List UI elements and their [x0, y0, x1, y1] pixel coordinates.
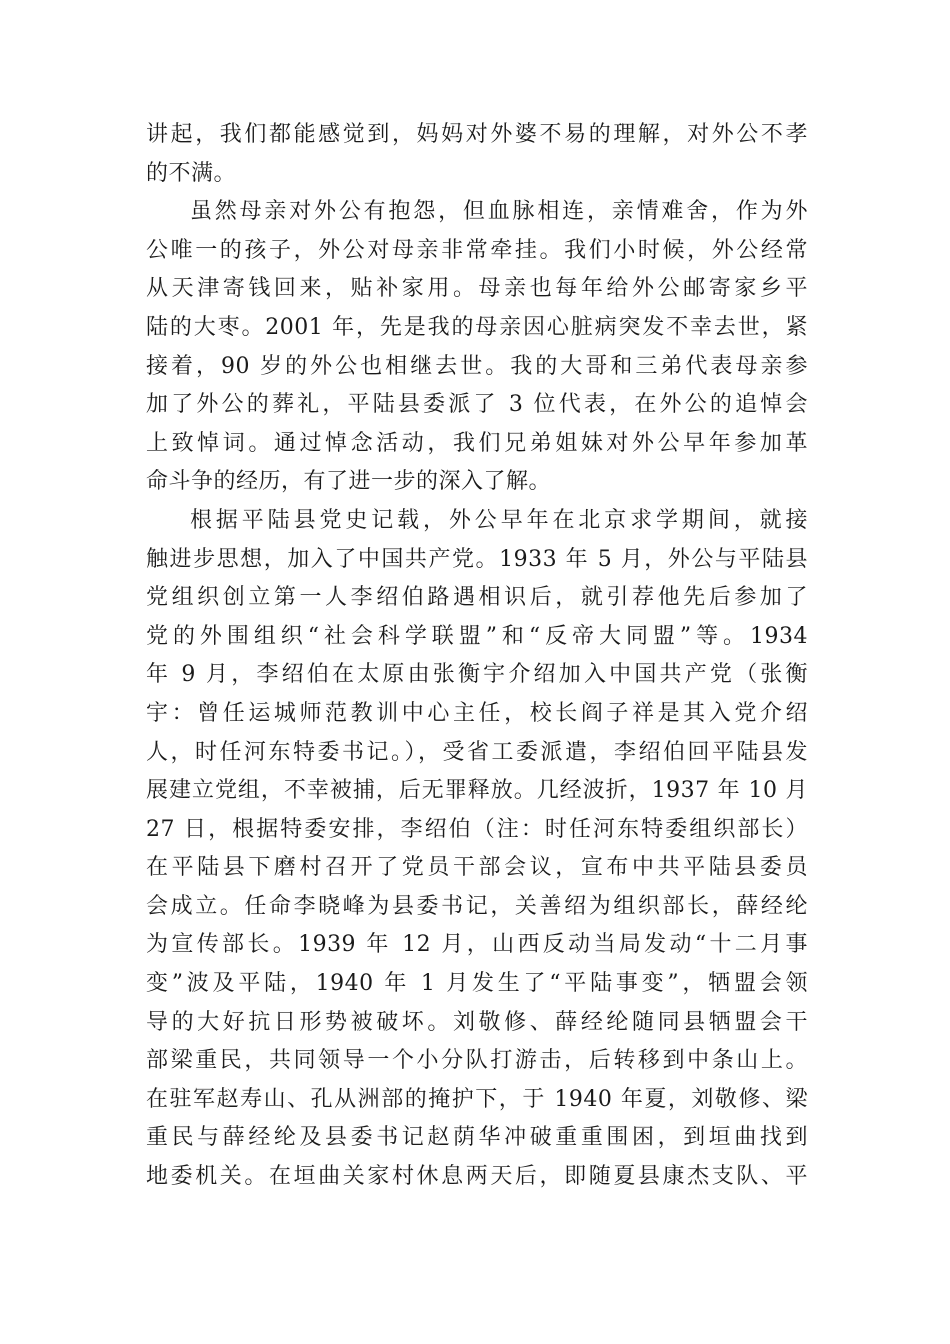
text-line: 年 9 月，李绍伯在太原由张衡宇介绍加入中国共产党（张衡: [146, 662, 808, 688]
text-line: 宇：曾任运城师范教训中心主任，校长阎子祥是其入党介绍: [146, 700, 808, 726]
text-line: 陆的大枣。2001 年，先是我的母亲因心脏病突发不幸去世，紧: [146, 314, 808, 340]
text-line: 在平陆县下磨村召开了党员干部会议，宣布中共平陆县委员: [146, 855, 808, 881]
text-line: 虽然母亲对外公有抱怨，但血脉相连，亲情难舍，作为外: [190, 199, 808, 225]
text-line: 接着，90 岁的外公也相继去世。我的大哥和三弟代表母亲参: [146, 353, 808, 379]
text-line: 命斗争的经历，有了进一步的深入了解。: [146, 469, 552, 495]
text-line: 为宣传部长。1939 年 12 月，山西反动当局发动“十二月事: [146, 932, 808, 958]
text-line: 在驻军赵寿山、孔从洲部的掩护下，于 1940 年夏，刘敬修、梁: [146, 1086, 808, 1112]
text-line: 党组织创立第一人李绍伯路遇相识后，就引荐他先后参加了: [146, 585, 808, 611]
body-text: [146, 116, 808, 1197]
text-line: 变”波及平陆，1940 年 1 月发生了“平陆事变”，牺盟会领: [146, 971, 808, 997]
text-line: 重民与薛经纶及县委书记赵荫华冲破重重围困，到垣曲找到: [146, 1125, 808, 1151]
text-line: 部梁重民，共同领导一个小分队打游击，后转移到中条山上。: [146, 1048, 808, 1074]
text-line: 导的大好抗日形势被破坏。刘敬修、薛经纶随同县牺盟会干: [146, 1009, 808, 1035]
text-line: 人，时任河东特委书记。），受省工委派遣，李绍伯回平陆县发: [146, 739, 808, 765]
text-line: 根据平陆县党史记载，外公早年在北京求学期间，就接: [190, 507, 808, 533]
text-line: 会成立。任命李晓峰为县委书记，关善绍为组织部长，薛经纶: [146, 893, 808, 919]
text-line: 从天津寄钱回来，贴补家用。母亲也每年给外公邮寄家乡平: [146, 276, 808, 302]
text-line: 展建立党组，不幸被捕，后无罪释放。几经波折，1937 年 10 月: [146, 778, 808, 804]
text-line: 地委机关。在垣曲关家村休息两天后，即随夏县康杰支队、平: [146, 1164, 808, 1190]
text-line: 的不满。: [146, 160, 237, 186]
text-line: 讲起，我们都能感觉到，妈妈对外婆不易的理解，对外公不孝: [146, 122, 808, 147]
text-line: 公唯一的孩子，外公对母亲非常牵挂。我们小时候，外公经常: [146, 237, 808, 263]
text-line: 触进步思想，加入了中国共产党。1933 年 5 月，外公与平陆县: [146, 546, 808, 572]
text-line: 加了外公的葬礼，平陆县委派了 3 位代表，在外公的追悼会: [146, 392, 808, 418]
text-line: 上致悼词。通过悼念活动，我们兄弟姐妹对外公早年参加革: [146, 430, 808, 456]
text-line: 27 日，根据特委安排，李绍伯（注：时任河东特委组织部长）: [146, 816, 808, 842]
text-line: 党的外围组织“社会科学联盟”和“反帝大同盟”等。1934: [146, 623, 808, 649]
